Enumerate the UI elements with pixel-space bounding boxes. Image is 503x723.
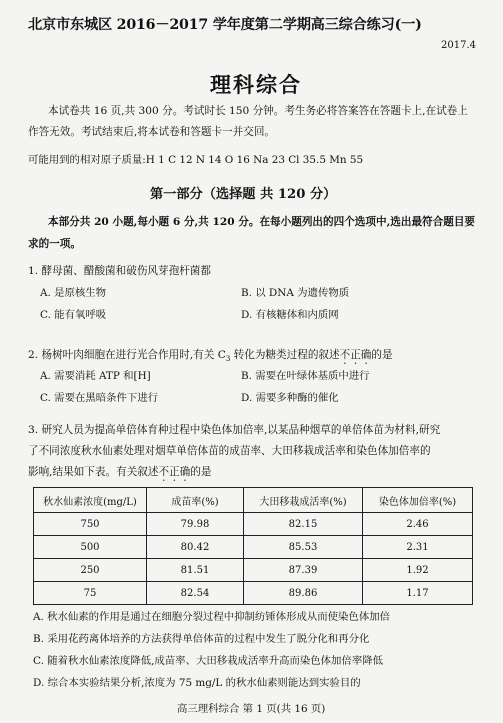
question-3-option-b: B. 采用花药离体培养的方法获得单倍体苗的过程中发生了脱分化和再分化 — [33, 633, 370, 645]
question-2-option-b: B. 需要在叶绿体基质中进行 — [241, 370, 370, 382]
question-3-emphasis: 不正确 — [158, 466, 191, 478]
question-1-stem: 1. 酵母菌、醋酸菌和破伤风芽孢杆菌都 — [28, 265, 211, 277]
table-header-cell: 秋水仙素浓度(mg/L) — [34, 488, 147, 513]
exam-date: 2017.4 — [441, 40, 476, 51]
table-cell: 82.15 — [244, 513, 363, 536]
table-header-cell: 染色体加倍率(%) — [363, 488, 473, 513]
question-3-stem-line-3b: 的是 — [190, 466, 212, 478]
question-3-stem-line-3 — [28, 464, 211, 484]
question-3-stem-line-1: 3. 研究人员为提高单倍体育种过程中染色体加倍率,以某品种烟草的单倍体苗为材料,研究 — [28, 424, 441, 436]
table-row — [34, 582, 473, 605]
table-row — [34, 559, 473, 582]
table-cell: 2.31 — [363, 536, 473, 559]
table-cell: 87.39 — [244, 559, 363, 582]
table-header-row — [34, 488, 473, 513]
table-header-cell: 大田移栽成活率(%) — [244, 488, 363, 513]
page-footer: 高三理科综合 第 1 页(共 16 页) — [177, 703, 326, 715]
exam-title: 北京市东城区 2016－2017 学年度第二学期高三综合练习(一) — [28, 17, 422, 33]
table-cell: 81.51 — [147, 559, 244, 582]
question-2-stem-part-c: 的是 — [371, 349, 393, 361]
question-1-option-b: B. 以 DNA 为遗传物质 — [241, 287, 350, 299]
instructions-paragraph: 本试卷共 16 页,共 300 分。考试时长 150 分钟。考生务必将答案答在答题卡上,在试卷上作答无效。考试结束后,将本试卷和答题卡一并交回。 — [28, 105, 468, 138]
table-row — [34, 513, 473, 536]
atomic-masses-line: 可能用到的相对原子质量:H 1 C 12 N 14 O 16 Na 23 Cl 35.5 Mn 55 — [28, 154, 364, 166]
question-3-stem-line-3a: 影响,结果如下表。有关叙述 — [28, 466, 159, 478]
table-cell: 500 — [34, 536, 147, 559]
question-3-option-a: A. 秋水仙素的作用是通过在细胞分裂过程中抑制纺锤体形成从而使染色体加倍 — [33, 611, 390, 623]
table-cell: 250 — [34, 559, 147, 582]
table-cell: 1.92 — [363, 559, 473, 582]
question-2-emphasis: 不正确 — [339, 349, 372, 361]
question-3-option-d: D. 综合本实验结果分析,浓度为 75 mg/L 的秋水仙素则能达到实验目的 — [33, 677, 361, 689]
table-cell: 89.86 — [244, 582, 363, 605]
part-one-instructions: 本部分共 20 小题,每小题 6 分,共 120 分。在每小题列出的四个选项中,选出最符合题目要求的一项。 — [28, 216, 476, 250]
table-cell: 750 — [34, 513, 147, 536]
table-cell: 85.53 — [244, 536, 363, 559]
table-header-cell: 成苗率(%) — [147, 488, 244, 513]
question-3-stem-line-2: 了不同浓度秋水仙素处理对烟草单倍体苗的成苗率、大田移栽成活率和染色体加倍率的 — [28, 445, 431, 457]
table-cell: 2.46 — [363, 513, 473, 536]
table-cell: 75 — [34, 582, 147, 605]
table-cell: 79.98 — [147, 513, 244, 536]
question-2-stem — [28, 347, 393, 367]
question-2-option-c: C. 需要在黑暗条件下进行 — [40, 392, 159, 404]
table-cell: 1.17 — [363, 582, 473, 605]
question-2-option-a: A. 需要消耗 ATP 和[H] — [40, 370, 151, 382]
question-3-option-c: C. 随着秋水仙素浓度降低,成苗率、大田移栽成活率升高而染色体加倍率降低 — [33, 655, 383, 667]
question-2-option-d: D. 需要多种酶的催化 — [241, 392, 339, 404]
part-one-title: 第一部分（选择题 共 120 分） — [150, 187, 337, 202]
table-row — [34, 536, 473, 559]
table-cell: 82.54 — [147, 582, 244, 605]
question-2-stem-subscript: 3 — [225, 355, 231, 364]
question-1-option-c: C. 能有氧呼吸 — [40, 309, 107, 321]
subject-title: 理科综合 — [210, 72, 302, 97]
question-1-option-a: A. 是原核生物 — [40, 287, 107, 299]
question-2-stem-part-b: 转化为糖类过程的叙述 — [230, 349, 340, 361]
table-cell: 80.42 — [147, 536, 244, 559]
question-1-option-d: D. 有核糖体和内质网 — [241, 309, 339, 321]
question-2-stem-part-a: 2. 杨树叶肉细胞在进行光合作用时,有关 C — [28, 349, 226, 361]
results-table — [33, 487, 473, 605]
